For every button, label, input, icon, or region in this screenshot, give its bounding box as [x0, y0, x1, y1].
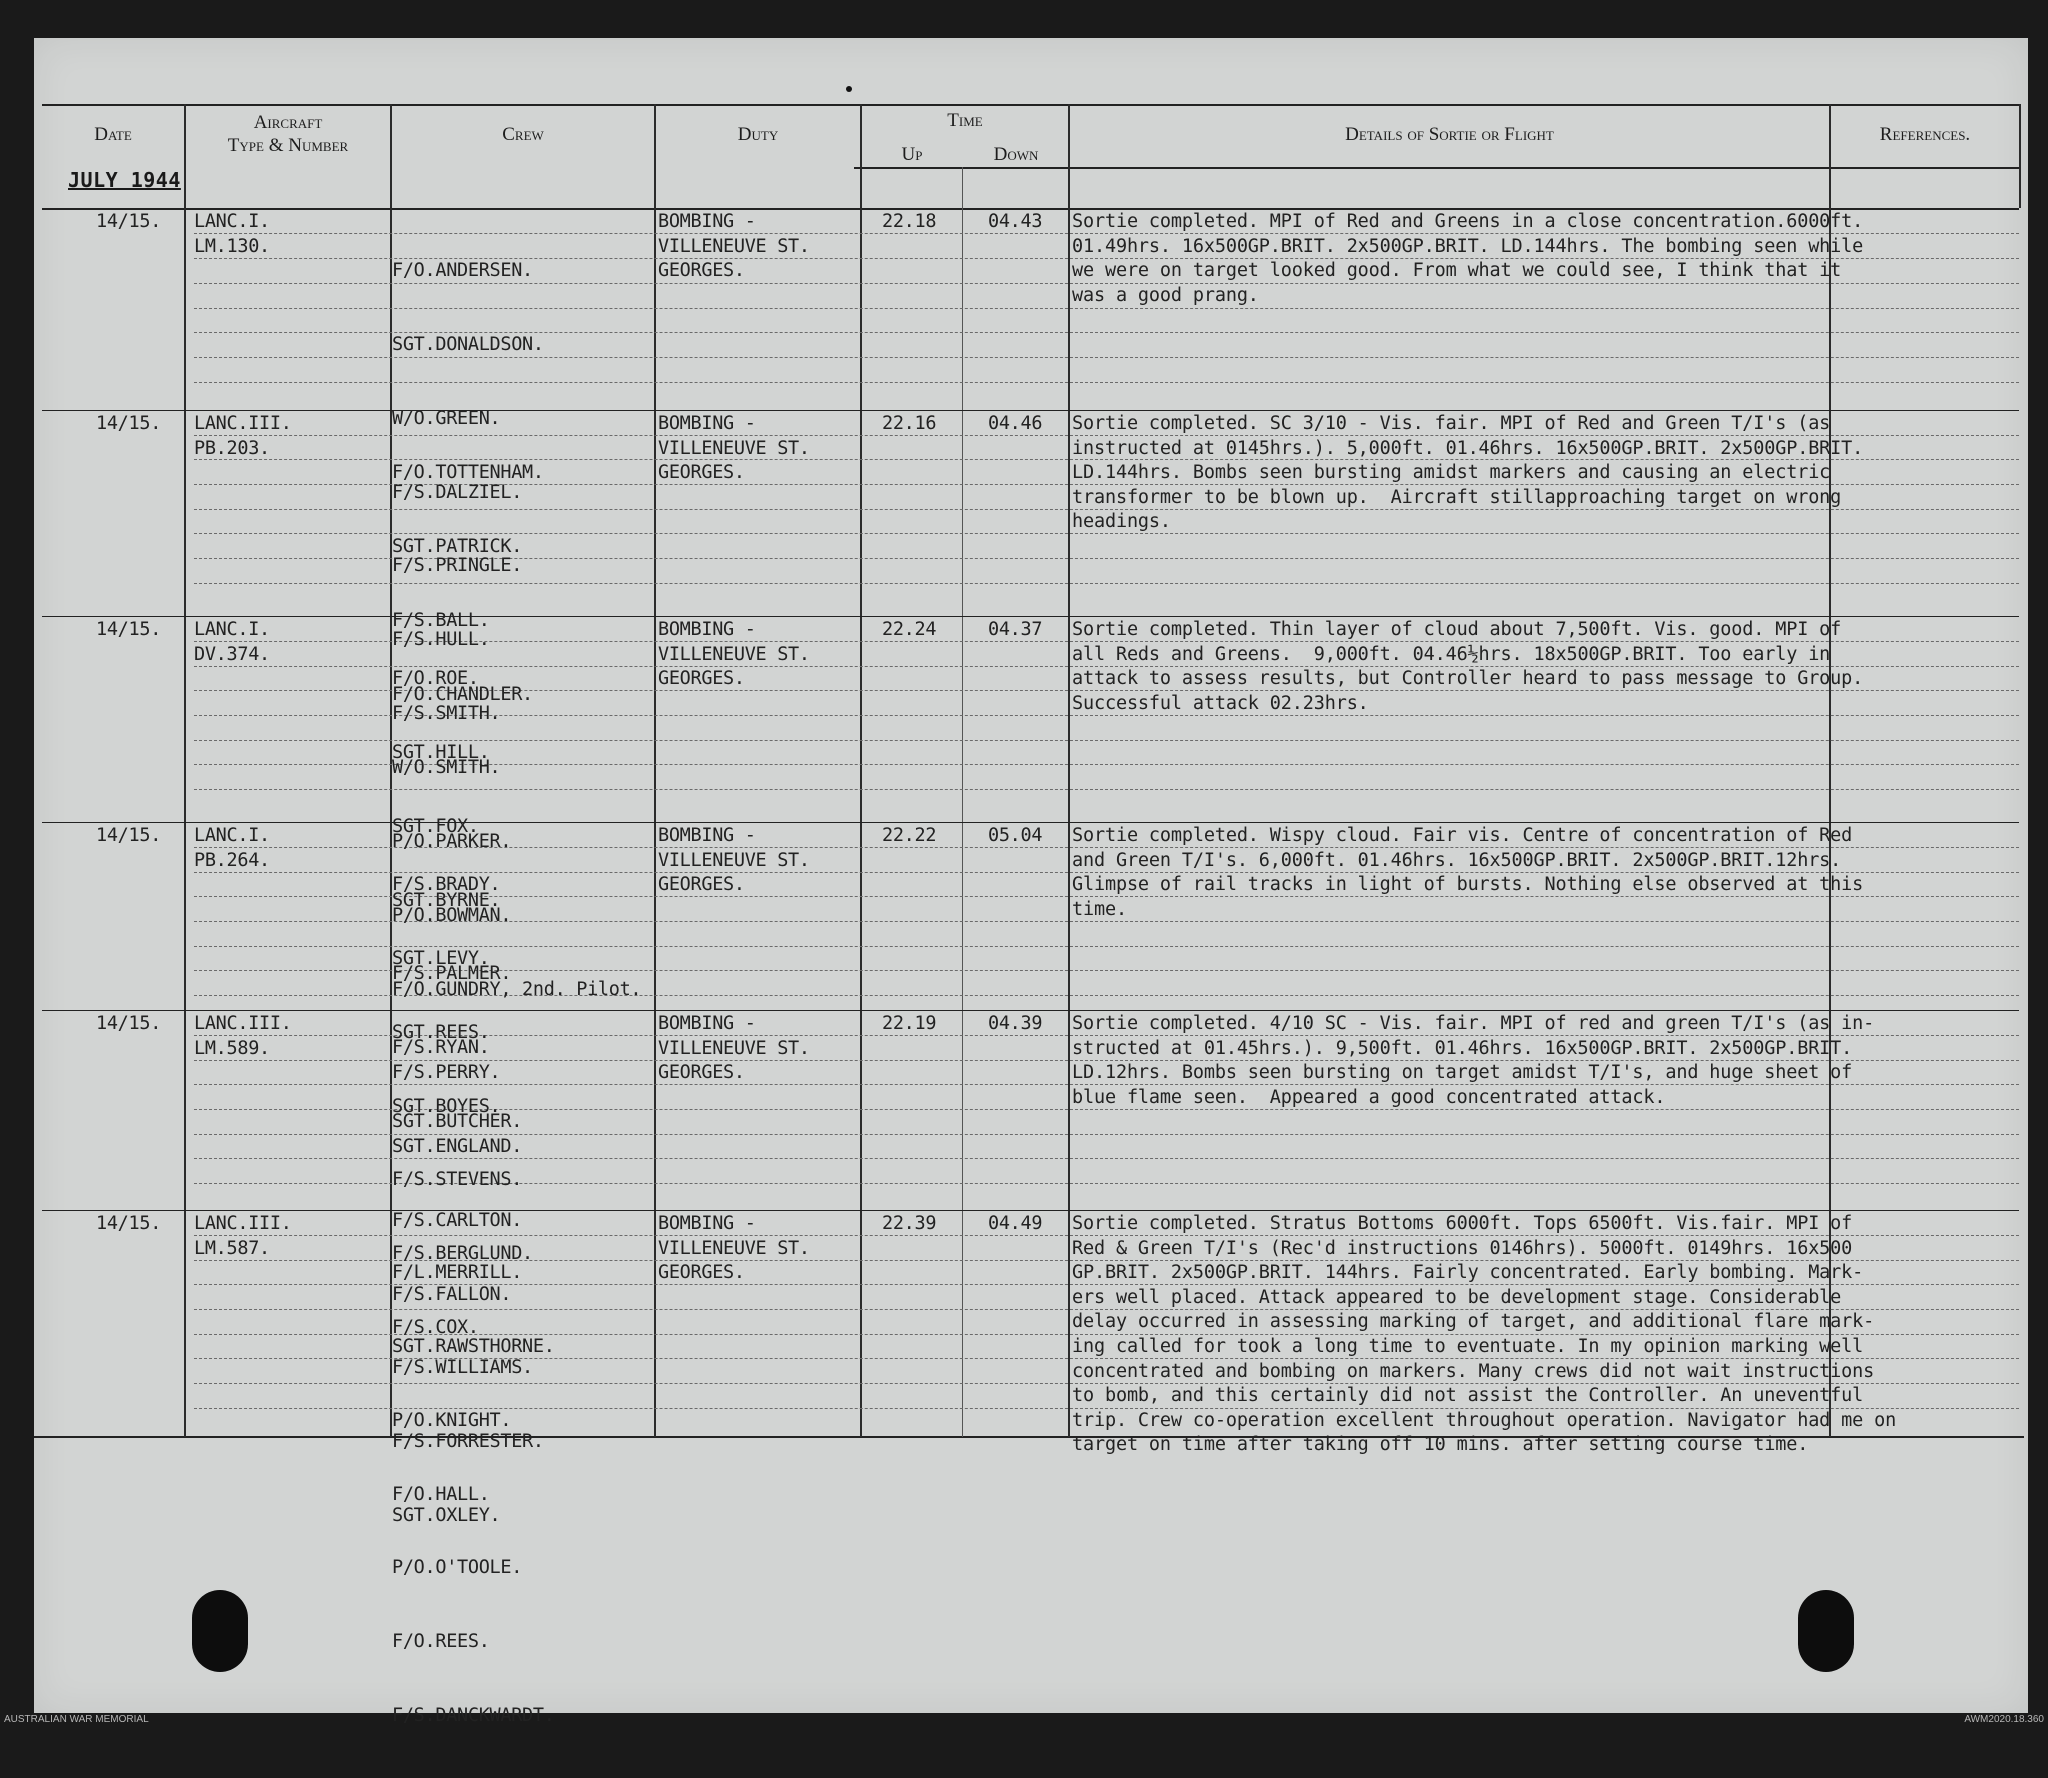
entry-aircraft: LANC.I. PB.264. [194, 825, 270, 871]
crew-member: F/S.DANCKWARDT. [392, 1704, 555, 1726]
crew-member: SGT.BUTCHER. [392, 1110, 523, 1132]
entry-date: 14/15. [96, 211, 162, 232]
header-time-up: Up [901, 144, 923, 165]
crew-member: F/S.DALZIEL. [392, 481, 523, 503]
header-details: Details of Sortie or Flight [1345, 124, 1554, 145]
crew-member: P/O.BOWMAN. [392, 904, 512, 926]
col-line-6 [1068, 104, 1070, 1437]
footer-source: AUSTRALIAN WAR MEMORIAL [4, 1714, 149, 1725]
crew-member: SGT.OXLEY. [392, 1504, 501, 1526]
crew-member: F/S.CARLTON. [392, 1209, 523, 1231]
entry-details: Sortie completed. MPI of Red and Greens in a close concentration.6000ft. 01.49hrs. 16x500GP.BRIT. 2x500GP.BRIT. LD.144hrs. The bombing seen while we were on target looked good. From what we could see, I think that it was a good prang. [1072, 211, 1864, 306]
crew-member: F/S.PRINGLE. [392, 555, 523, 577]
entry-date: 14/15. [96, 1013, 162, 1034]
crew-member: F/S.COX. [392, 1316, 479, 1338]
entry-details: Sortie completed. SC 3/10 - Vis. fair. MPI of Red and Green T/I's (as instructed at 0145hrs.). 5,000ft. 01.46hrs. 16x500GP.BRIT. 2x500GP.BRIT. LD.144hrs. Bombs seen bursting amidst markers and causing an electric transformer to be blown up. Aircraft stillapproaching target on wrong headings. [1072, 413, 1864, 533]
crew-member: F/S.BRADY. [392, 874, 501, 896]
crew-member: P/O.O'TOOLE. [392, 1557, 523, 1579]
col-line-8 [2019, 104, 2021, 208]
entry-date: 14/15. [96, 825, 162, 846]
entry-time-down: 04.46 [988, 413, 1043, 434]
header-crew: Crew [502, 124, 544, 145]
month-label: JULY 1944 [68, 168, 181, 192]
entry-time-up: 22.24 [882, 619, 937, 640]
entry-duty: BOMBING - VILLENEUVE ST. GEORGES. [658, 413, 810, 484]
crew-member: SGT.BOYES. [392, 1095, 501, 1117]
crew-member: SGT.BYRNE. [392, 889, 501, 911]
crew-member: P/O.KNIGHT. [392, 1409, 512, 1431]
col-line-4 [860, 104, 862, 1437]
crew-member: F/S.BERGLUND. [392, 1243, 533, 1265]
entry-date: 14/15. [96, 619, 162, 640]
header-aircraft-line2: Type & Number [227, 135, 349, 156]
crew-member: F/S.PERRY. [392, 1062, 501, 1084]
entry-time-down: 05.04 [988, 825, 1043, 846]
crew-member: W/O.GREEN. [392, 407, 501, 429]
entry-date: 14/15. [96, 1213, 162, 1234]
entry-time-up: 22.18 [882, 211, 937, 232]
entry-time-up: 22.39 [882, 1213, 937, 1234]
entry-separator [42, 1010, 2019, 1011]
entry-duty: BOMBING - VILLENEUVE ST. GEORGES. [658, 211, 810, 282]
crew-member: F/S.PALMER. [392, 963, 512, 985]
entry-aircraft: LANC.III. LM.589. [194, 1013, 292, 1059]
entry-time-up: 22.19 [882, 1013, 937, 1034]
entry-duty: BOMBING - VILLENEUVE ST. GEORGES. [658, 1013, 810, 1084]
entry-duty: BOMBING - VILLENEUVE ST. GEORGES. [658, 1213, 810, 1284]
entry-duty: BOMBING - VILLENEUVE ST. GEORGES. [658, 619, 810, 690]
entry-aircraft: LANC.I. DV.374. [194, 619, 270, 665]
binder-hole-right [1798, 1590, 1854, 1672]
crew-member: P/O.PARKER. [392, 831, 512, 853]
binder-hole-left [192, 1590, 248, 1672]
crew-member: F/S.BALL. [392, 609, 490, 631]
header-top-rule [42, 104, 2019, 106]
entry-date: 14/15. [96, 413, 162, 434]
entry-separator [42, 1210, 2019, 1211]
header-time-down: Down [993, 144, 1039, 165]
crew-member: F/S.RYAN. [392, 1037, 490, 1059]
crew-member: F/O.ANDERSEN. [392, 260, 533, 282]
crew-member: F/S.SMITH. [392, 702, 501, 724]
entry-time-up: 22.16 [882, 413, 937, 434]
crew-member: SGT.RAWSTHORNE. [392, 1335, 555, 1357]
entry-crew [392, 1212, 555, 1778]
entry-separator [42, 616, 2019, 617]
crew-member: F/O.REES. [392, 1631, 490, 1653]
entry-time-up: 22.22 [882, 825, 937, 846]
crew-member: F/O.CHANDLER. [392, 683, 533, 705]
crew-member: F/S.STEVENS. [392, 1169, 523, 1191]
crew-member: SGT.LEVY. [392, 947, 490, 969]
crew-member: F/O.ROE. [392, 668, 479, 690]
entry-separator [42, 410, 2019, 411]
crew-member: SGT.PATRICK. [392, 535, 523, 557]
entry-aircraft: LANC.I. LM.130. [194, 211, 270, 257]
crew-member: F/S.FORRESTER. [392, 1431, 544, 1453]
entry-aircraft: LANC.III. LM.587. [194, 1213, 292, 1259]
entry-time-down: 04.49 [988, 1213, 1043, 1234]
crew-member: SGT.DONALDSON. [392, 333, 544, 355]
entry-aircraft: LANC.III. PB.203. [194, 413, 292, 459]
crew-member: SGT.ENGLAND. [392, 1135, 523, 1157]
crew-member: F/O.TOTTENHAM. [392, 462, 544, 484]
crew-member: SGT.HILL. [392, 741, 490, 763]
crew-member: SGT.REES. [392, 1021, 490, 1043]
crew-member: F/S.WILLIAMS. [392, 1357, 533, 1379]
entry-time-down: 04.37 [988, 619, 1043, 640]
entry-time-down: 04.39 [988, 1013, 1043, 1034]
crew-member: F/S.HULL. [392, 629, 490, 651]
header-aircraft-line1: Aircraft [253, 112, 323, 133]
entry-details: Sortie completed. Thin layer of cloud about 7,500ft. Vis. good. MPI of all Reds and Greens. 9,000ft. 04.46½hrs. 18x500GP.BRIT. Too early in attack to assess results, but Controller heard to pass message to Group. Successful attack 02.23hrs. [1072, 619, 1864, 714]
entry-details: Sortie completed. Stratus Bottoms 6000ft. Tops 6500ft. Vis.fair. MPI of Red & Green T/I's (Rec'd instructions 0146hrs). 5000ft. 0149hrs. 16x500 GP.BRIT. 2x500GP.BRIT. 144hrs. Fairly concentrated. Early bombing. Mark- ers well placed. Attack appeared to be development stage. Considerable delay occurred in assessing marking of target, and additional flare mark- ing called for took a long time to eventuate. In my opinion marking well concentrated and bombing on markers. Many crews did not wait instructions to bomb, and this certainly did not assist the Controller. An uneventful trip. Crew co-operation excellent throughout operation. Navigator had me on target on time after taking off 10 mins. after setting course time. [1072, 1213, 1897, 1456]
punch-dot [846, 86, 852, 92]
crew-member: SGT.FOX. [392, 815, 479, 837]
col-line-1 [184, 104, 186, 1437]
header-date: Date [94, 124, 132, 145]
entry-time-down: 04.43 [988, 211, 1043, 232]
crew-member: F/O.HALL. [392, 1483, 490, 1505]
crew-member: F/L.MERRILL. [392, 1262, 523, 1284]
entry-details: Sortie completed. Wispy cloud. Fair vis. Centre of concentration of Red and Green T/I's. 6,000ft. 01.46hrs. 16x500GP.BRIT. 2x500GP.BRIT.12hrs. Glimpse of rail tracks in light of bursts. Nothing else observed at this time. [1072, 825, 1864, 920]
crew-member: F/O.GUNDRY, 2nd. Pilot. [392, 978, 642, 1000]
entry-duty: BOMBING - VILLENEUVE ST. GEORGES. [658, 825, 810, 896]
crew-member: F/S.FALLON. [392, 1283, 512, 1305]
header-duty: Duty [737, 124, 779, 145]
header-references: References. [1879, 124, 1971, 145]
header-mid-rule [854, 167, 2019, 169]
col-line-3 [654, 104, 656, 1437]
footer-id: AWM2020.18.360 [1964, 1714, 2044, 1725]
header-time: Time [947, 110, 983, 131]
crew-member: W/O.SMITH. [392, 757, 501, 779]
entry-details: Sortie completed. 4/10 SC - Vis. fair. MPI of red and green T/I's (as in- structed at 01.45hrs.). 9,500ft. 01.46hrs. 16x500GP.BRIT. 2x500GP.BRIT. LD.12hrs. Bombs seen bursting on target amidst T/I's, and huge sheet of blue flame seen. Appeared a good concentrated attack. [1072, 1013, 1875, 1108]
entry-separator [42, 822, 2019, 823]
